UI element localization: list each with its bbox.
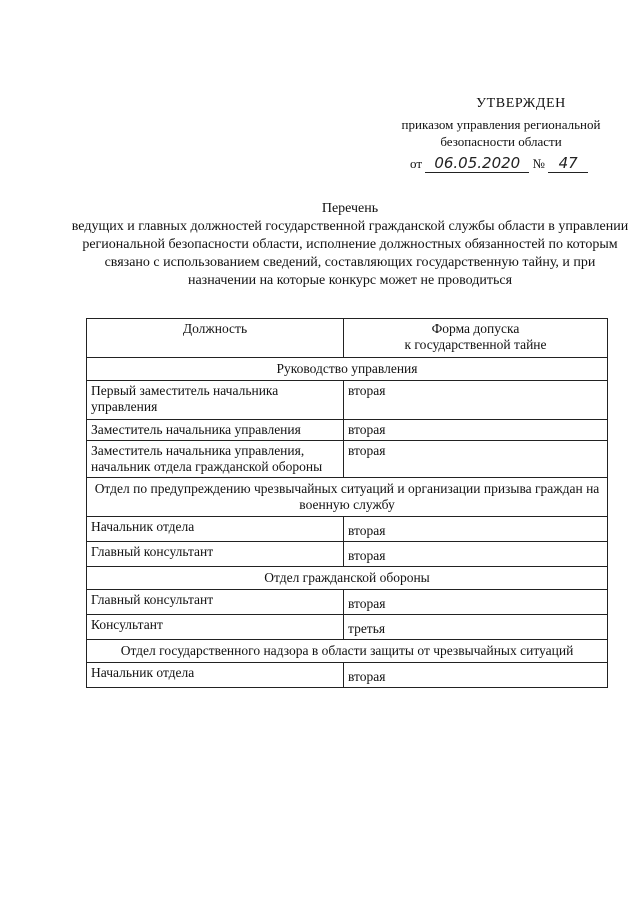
- approval-line-2: безопасности области: [440, 134, 562, 149]
- clearance-cell: вторая: [344, 542, 608, 567]
- clearance-cell: третья: [344, 615, 608, 640]
- section-title: Отдел гражданской обороны: [87, 567, 608, 590]
- table-row: [87, 441, 608, 478]
- number-label: №: [532, 156, 545, 171]
- header-clearance-line-2: к государственной тайне: [404, 337, 547, 352]
- clearance-cell: вторая: [344, 381, 608, 420]
- table-row: [87, 542, 608, 567]
- document-title: [70, 200, 630, 290]
- position-cell: Консультант: [87, 615, 344, 640]
- section-row: [87, 567, 608, 590]
- table-header-row: [87, 319, 608, 358]
- header-clearance-line-1: Форма допуска: [431, 321, 520, 336]
- approval-stamp: [376, 96, 626, 173]
- section-row: [87, 478, 608, 517]
- title-body: ведущих и главных должностей государственной гражданской службы области в управлении региональной безопасности области, исполнение должностных обязанностей по которым связано с использованием сведений, составляющих государственную тайну, и при назначении на которые конкурс может не проводиться: [71, 219, 629, 288]
- section-row: [87, 640, 608, 663]
- section-title: Отдел по предупреждению чрезвычайных ситуаций и организации призыва граждан на военную службу: [87, 478, 608, 517]
- table-row: [87, 590, 608, 615]
- position-cell: Главный консультант: [87, 590, 344, 615]
- approval-heading: УТВЕРЖДЕН: [476, 96, 566, 111]
- clearance-cell: вторая: [344, 590, 608, 615]
- order-date: 06.05.2020: [425, 154, 529, 173]
- section-title: Руководство управления: [87, 358, 608, 381]
- table-row: [87, 420, 608, 441]
- positions-table: [86, 318, 608, 688]
- clearance-cell: вторая: [344, 441, 608, 478]
- section-title: Отдел государственного надзора в области защиты от чрезвычайных ситуаций: [87, 640, 608, 663]
- from-label: от: [410, 156, 423, 171]
- approval-date-number: [376, 154, 626, 173]
- clearance-cell: вторая: [344, 663, 608, 688]
- order-number: 47: [548, 154, 588, 173]
- position-cell: Заместитель начальника управления: [87, 420, 344, 441]
- header-clearance: [344, 319, 608, 358]
- clearance-cell: вторая: [344, 517, 608, 542]
- position-cell: Первый заместитель начальника управления: [87, 381, 344, 420]
- position-cell: Начальник отдела: [87, 663, 344, 688]
- title-heading: Перечень: [321, 201, 379, 216]
- clearance-cell: вторая: [344, 420, 608, 441]
- table-row: [87, 663, 608, 688]
- position-cell: Главный консультант: [87, 542, 344, 567]
- table-row: [87, 615, 608, 640]
- section-row: [87, 358, 608, 381]
- header-position: Должность: [87, 319, 344, 358]
- position-cell: Заместитель начальника управления, начальник отдела гражданской обороны: [87, 441, 344, 478]
- position-cell: Начальник отдела: [87, 517, 344, 542]
- table-row: [87, 517, 608, 542]
- approval-line-1: приказом управления региональной: [401, 117, 601, 132]
- table-row: [87, 381, 608, 420]
